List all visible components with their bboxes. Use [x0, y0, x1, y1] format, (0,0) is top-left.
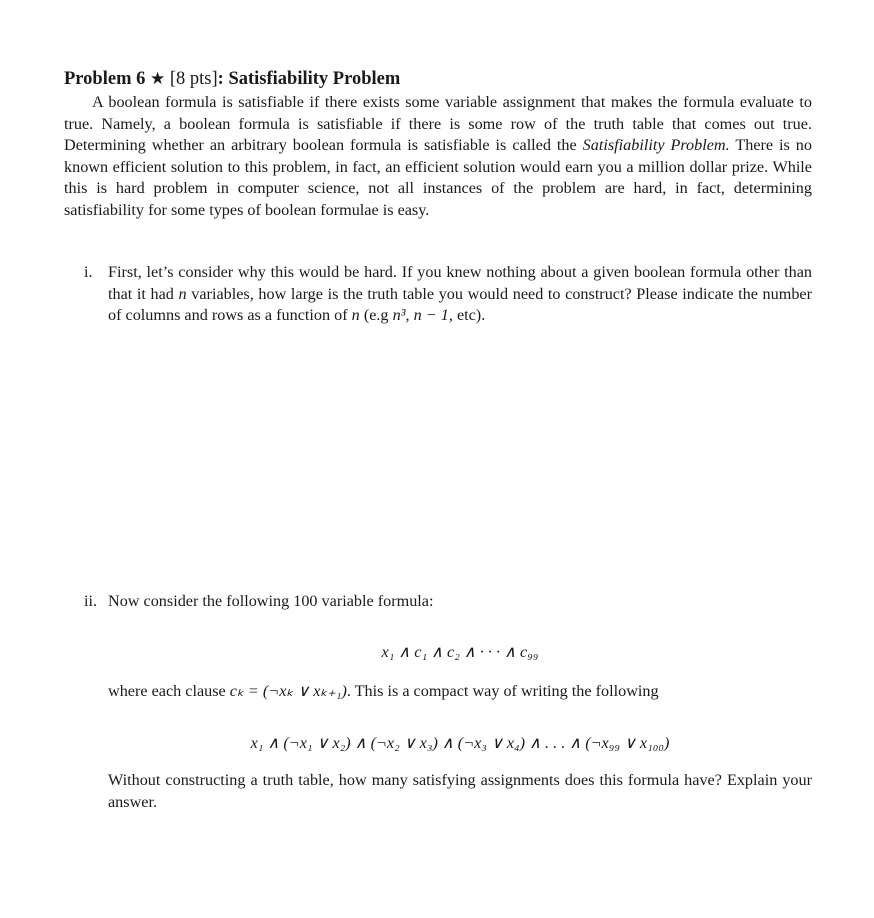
formula-expanded-text: x₁ ∧ (¬x₁ ∨ x₂) ∧ (¬x₂ ∨ x₃) ∧ (¬x₃ ∨ x₄) ∧ . . . ∧ (¬x₉₉ ∨ x₁₀₀) — [250, 734, 670, 752]
clause-text-a: where each clause — [108, 682, 230, 700]
part-ii-question — [84, 770, 812, 813]
formula-compact — [64, 642, 856, 662]
problem-points: [8 pts] — [169, 69, 218, 89]
clause-formula: cₖ = (¬xₖ ∨ xₖ₊₁) — [229, 682, 347, 700]
problem-page — [64, 66, 812, 221]
example-n-minus-1: n − 1 — [413, 306, 449, 324]
star-icon: ★ — [149, 69, 166, 88]
formula-expanded — [64, 733, 856, 753]
clause-definition-text — [108, 681, 812, 703]
part-i-marker: i. — [84, 263, 93, 281]
example-n-cubed: n³ — [392, 306, 406, 324]
intro-emphasis: Satisfiability Problem. — [582, 136, 730, 154]
part-ii-marker: ii. — [84, 592, 98, 610]
formula-compact-text: x₁ ∧ c₁ ∧ c₂ ∧ · · · ∧ c₉₉ — [381, 643, 539, 661]
part-ii-intro: Now consider the following 100 variable formula: — [108, 592, 434, 610]
part-i-text-3: (e.g — [359, 306, 393, 324]
var-n-2: n — [351, 306, 360, 324]
part-i — [84, 262, 812, 327]
intro-text-1: A boolean formula is satisfiable if there exists some variable assignment that makes the formula evaluate to true. Namely, a boolean formula is satisfiable if there is some row of the truth table that comes out true. Determining whether an arbitrary boolean formula is satisfiable is called the — [64, 93, 812, 154]
problem-title: Satisfiability Problem — [228, 69, 401, 89]
clause-text-b: . This is a compact way of writing the following — [346, 682, 659, 700]
intro-text-2: There is no known efficient solution to this problem, in fact, an efficient solution would earn you a million dollar prize. While this is hard problem in computer science, not all instances of the problem are hard, in fact, determining satisfiability for some types of boolean formulae is easy. — [64, 136, 812, 219]
part-i-text — [108, 262, 812, 327]
part-i-text-5: , etc). — [448, 306, 486, 324]
clause-definition — [84, 681, 812, 703]
part-ii — [84, 591, 812, 613]
var-n: n — [178, 284, 187, 303]
part-i-text-4: , — [405, 306, 414, 324]
problem-heading — [64, 66, 812, 92]
part-i-text-1: First, let’s consider why this would be hard. If you knew nothing about a given boolean formula other than that it had — [108, 263, 812, 303]
part-i-text-2: variables, how large is the truth table you would need to construct? Please indicate the number of columns and rows as a function of — [108, 284, 813, 324]
heading-colon: : — [217, 69, 224, 89]
problem-intro — [64, 92, 812, 221]
problem-number: Problem 6 — [64, 69, 146, 89]
part-ii-question-text: Without constructing a truth table, how many satisfying assignments does this formula have? Explain your answer. — [108, 771, 812, 811]
